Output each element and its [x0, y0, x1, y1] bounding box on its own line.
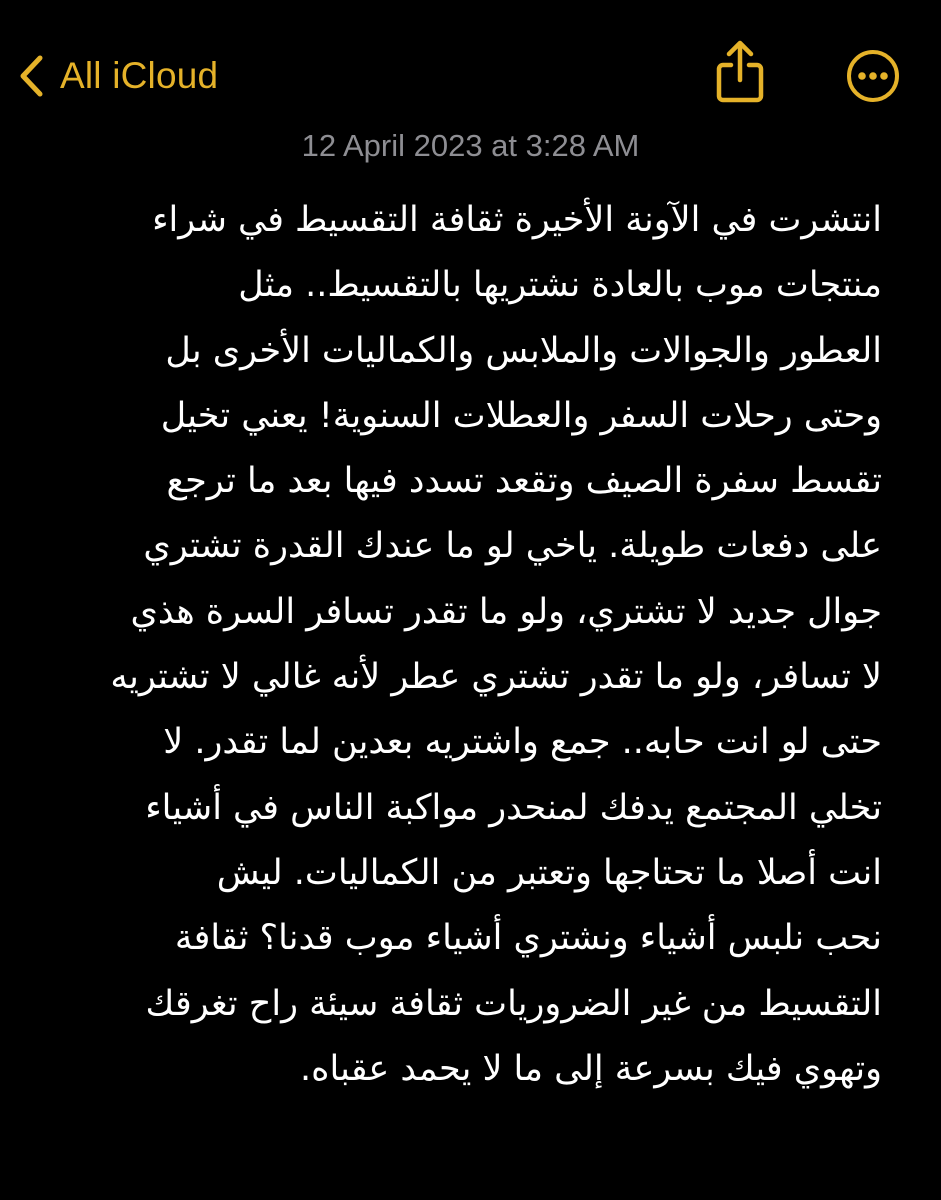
note-date: 12 April 2023 at 3:28 AM — [301, 128, 640, 163]
more-button[interactable] — [845, 48, 901, 104]
back-label: All iCloud — [60, 55, 219, 96]
note-line: انتشرت في الآونة الأخيرة ثقافة التقسيط في شراء — [152, 200, 882, 240]
back-button[interactable] — [18, 48, 218, 104]
note-line: التقسيط من غير الضروريات ثقافة سيئة راح تغرقك — [145, 983, 882, 1024]
note-line: على دفعات طويلة. ياخي لو ما عندك القدرة تشتري — [143, 526, 882, 567]
share-button[interactable] — [712, 38, 768, 108]
navigation-bar — [0, 0, 941, 130]
note-line: جوال جديد لا تشتري، ولو ما تقدر تسافر السرة هذي — [130, 591, 882, 632]
note-body[interactable] — [50, 188, 882, 1102]
ellipsis-circle-icon — [845, 89, 901, 108]
note-line: تخلي المجتمع يدفك لمنحدر مواكبة الناس في أشياء — [145, 787, 882, 828]
note-line: وتهوي فيك بسرعة إلى ما لا يحمد عقباه. — [300, 1048, 882, 1089]
chevron-left-icon — [18, 54, 44, 98]
note-line: منتجات موب بالعادة نشتريها بالتقسيط.. مثل — [238, 265, 882, 306]
note-line: انت أصلا ما تحتاجها وتعتبر من الكماليات. ليش — [216, 852, 882, 893]
note-line: نحب نلبس أشياء ونشتري أشياء موب قدنا؟ ثقافة — [174, 918, 882, 959]
note-line: حتى لو انت حابه.. جمع واشتريه بعدين لما تقدر. لا — [163, 722, 882, 763]
note-line: وحتى رحلات السفر والعطلات السنوية! يعني تخيل — [160, 395, 882, 436]
note-line: لا تسافر، ولو ما تقدر تشتري عطر لأنه غالي لا تشتريه — [110, 657, 882, 698]
note-line: تقسط سفرة الصيف وتقعد تسدد فيها بعد ما ترجع — [166, 461, 882, 502]
share-icon — [712, 93, 768, 112]
note-line: العطور والجوالات والملابس والكماليات الأخرى بل — [165, 330, 882, 371]
